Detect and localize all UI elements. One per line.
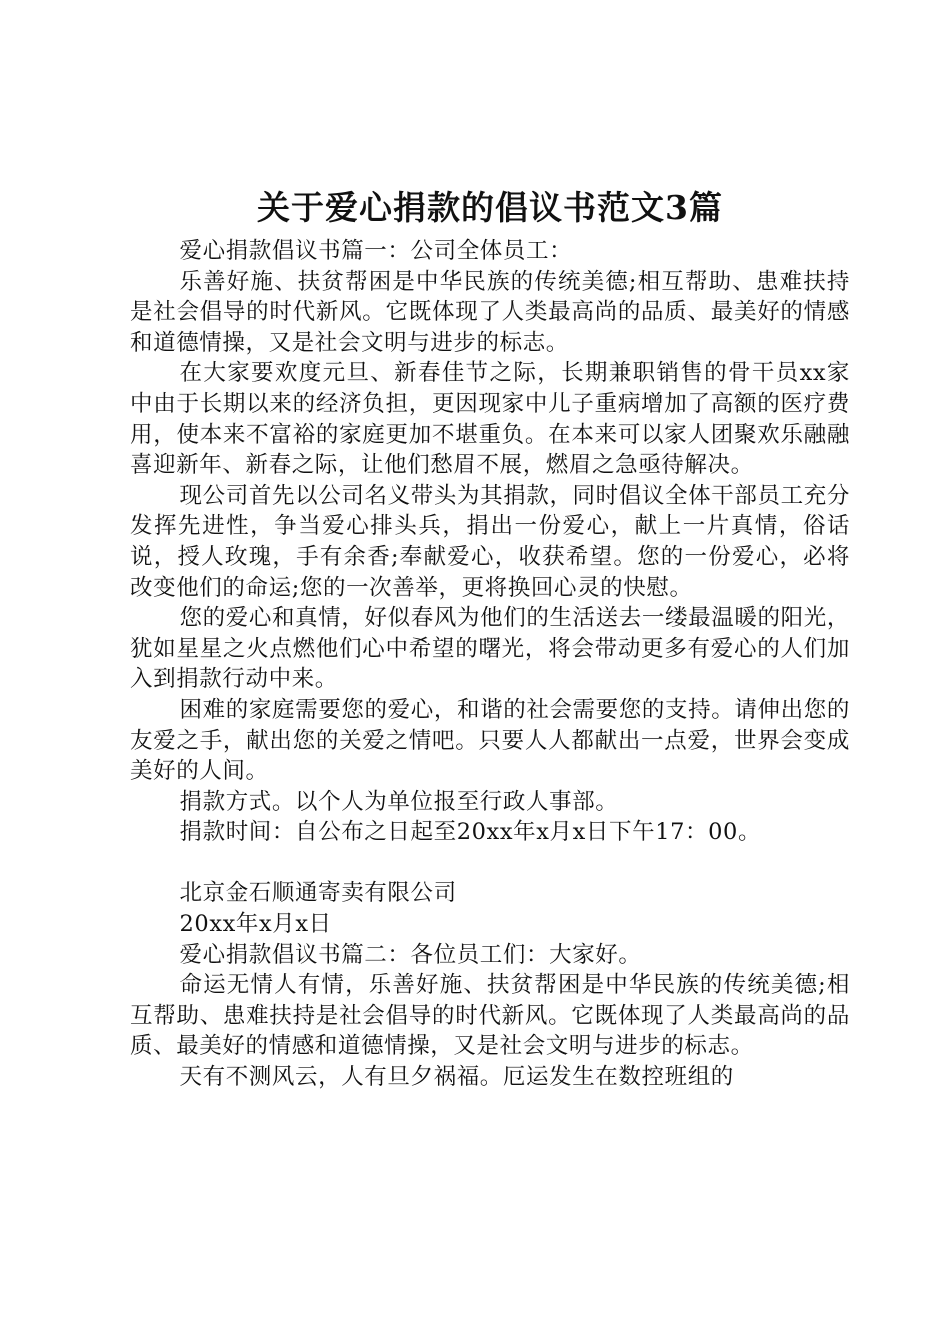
paragraph: 乐善好施、扶贫帮困是中华民族的传统美德;相互帮助、患难扶持是社会倡导的时代新风。它既体现了人类最高尚的品质、最美好的情感和道德情操，又是社会文明与进步的标志。 <box>130 268 850 356</box>
blank-line <box>130 848 850 879</box>
company-signature: 北京金石顺通寄卖有限公司 <box>179 880 457 907</box>
document-title: 关于爱心捐款的倡议书范文3篇 <box>257 188 723 227</box>
paragraph-salutation-2: 爱心捐款倡议书篇二：各位员工们：大家好。 <box>179 941 642 968</box>
document-page <box>130 180 850 1093</box>
signature-date: 20xx年x月x日 <box>179 911 332 938</box>
paragraph: 您的爱心和真情，好似春风为他们的生活送去一缕最温暖的阳光，犹如星星之火点燃他们心中希望的曙光，将会带动更多有爱心的人们加入到捐款行动中来。 <box>130 605 850 693</box>
paragraph: 天有不测风云，人有旦夕祸福。厄运发生在数控班组的 <box>179 1064 734 1091</box>
paragraph: 现公司首先以公司名义带头为其捐款，同时倡议全体干部员工充分发挥先进性，争当爱心排头兵，捐出一份爱心，献上一片真情，俗话说，授人玫瑰，手有余香;奉献爱心，收获希望。您的一份爱心，必将改变他们的命运;您的一次善举，更将换回心灵的快慰。 <box>130 482 850 601</box>
paragraph-salutation: 爱心捐款倡议书篇一：公司全体员工： <box>179 238 573 264</box>
paragraph: 命运无情人有情，乐善好施、扶贫帮困是中华民族的传统美德;相互帮助、患难扶持是社会倡导的时代新风。它既体现了人类最高尚的品质、最美好的情感和道德情操，又是社会文明与进步的标志。 <box>130 972 850 1060</box>
paragraph: 困难的家庭需要您的爱心，和谐的社会需要您的支持。请伸出您的友爱之手，献出您的关爱之情吧。只要人人都献出一点爱，世界会变成美好的人间。 <box>130 696 850 785</box>
paragraph: 在大家要欢度元旦、新春佳节之际，长期兼职销售的骨干员xx家中由于长期以来的经济负担，更因现家中儿子重病增加了高额的医疗费用，使本来不富裕的家庭更加不堪重负。在本来可以家人团聚欢乐融融喜迎新年、新春之际，让他们愁眉不展，燃眉之急亟待解决。 <box>130 360 850 479</box>
paragraph-donation-time: 捐款时间：自公布之日起至20xx年x月x日下午17：00。 <box>179 819 762 846</box>
paragraph-donation-method: 捐款方式。以个人为单位报至行政人事部。 <box>179 788 619 815</box>
